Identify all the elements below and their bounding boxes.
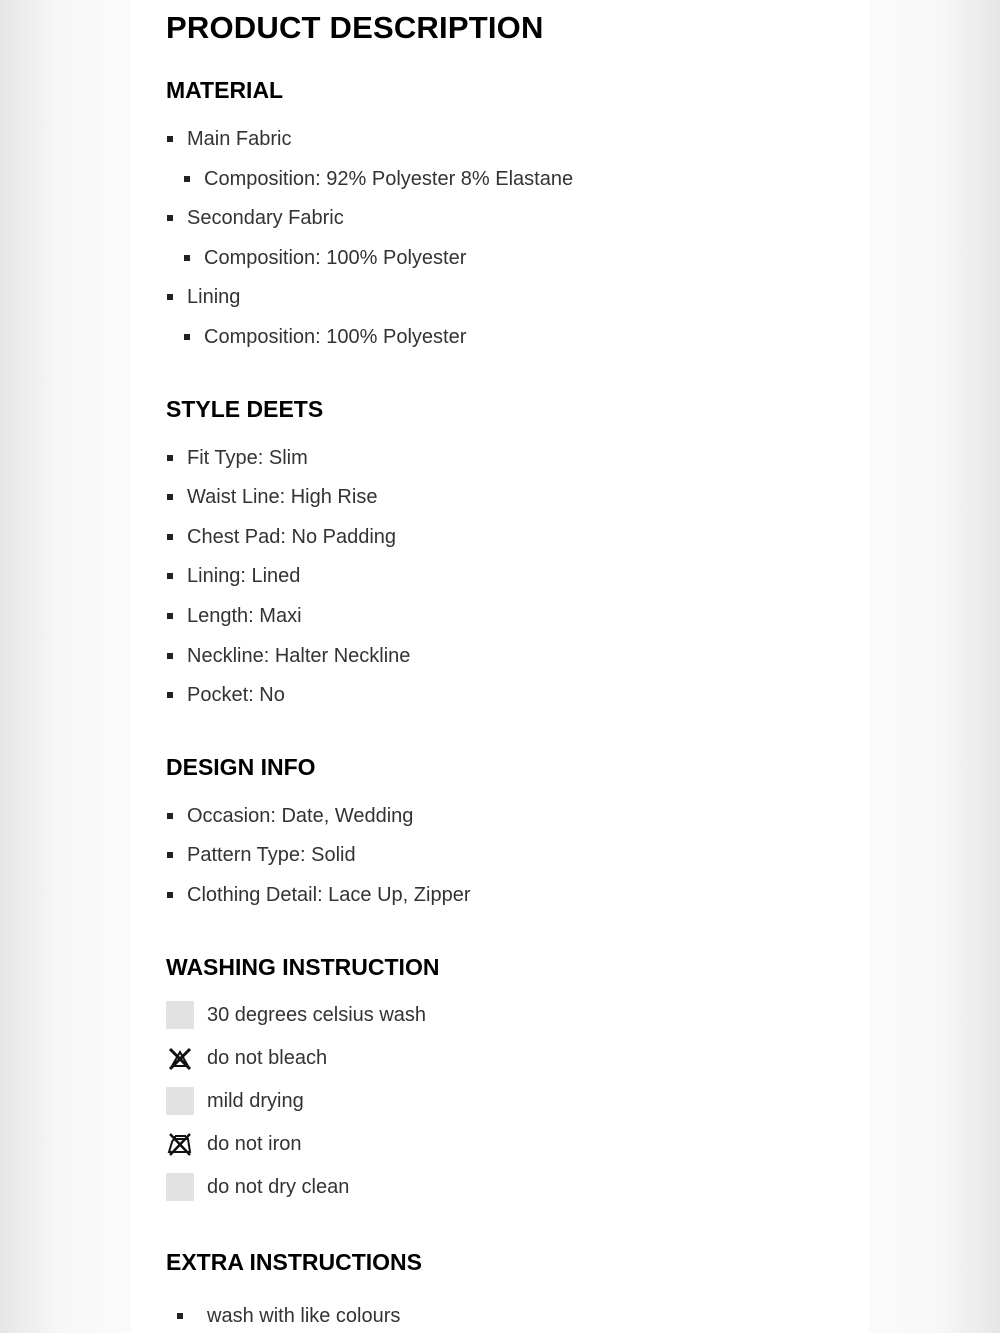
bullet-icon xyxy=(167,136,173,142)
design-heading: DESIGN INFO xyxy=(166,753,316,780)
bullet-icon xyxy=(167,892,173,898)
washing-item-label: do not iron xyxy=(207,1132,302,1155)
bullet-icon xyxy=(184,176,190,182)
washing-item-label: do not dry clean xyxy=(207,1175,350,1198)
bullet-icon xyxy=(184,255,190,261)
bullet-icon xyxy=(167,534,173,540)
style-item xyxy=(166,644,846,684)
style-item xyxy=(166,446,846,486)
material-item-label: Main Fabric xyxy=(187,128,292,150)
bullet-icon xyxy=(167,653,173,659)
material-item-label: Composition: 100% Polyester xyxy=(204,246,467,269)
design-list xyxy=(166,804,846,923)
washing-item-30-degrees xyxy=(166,1001,846,1044)
style-item xyxy=(166,604,846,644)
washing-item-mild-drying xyxy=(166,1087,846,1130)
design-item-label: Pattern Type: Solid xyxy=(187,844,356,867)
style-item-label: Fit Type: Slim xyxy=(187,446,308,469)
style-item xyxy=(166,683,846,723)
style-item-label: Length: Maxi xyxy=(187,604,302,627)
washing-list xyxy=(166,1001,846,1216)
extra-list xyxy=(166,1304,846,1328)
style-item-label: Lining: Lined xyxy=(187,565,301,588)
material-item-label: Lining xyxy=(187,286,241,309)
bullet-icon xyxy=(167,215,173,221)
material-item-label: Composition: 92% Polyester 8% Elastane xyxy=(204,167,574,190)
material-list xyxy=(166,127,846,365)
bullet-icon xyxy=(167,494,173,500)
design-item-label: Occasion: Date, Wedding xyxy=(187,804,414,827)
bullet-icon xyxy=(184,334,190,340)
washing-item-do-not-iron xyxy=(166,1130,846,1173)
bullet-icon xyxy=(167,613,173,619)
bullet-icon xyxy=(177,1313,183,1319)
extra-heading: EXTRA INSTRUCTIONS xyxy=(166,1248,422,1275)
washing-item-label: mild drying xyxy=(207,1089,304,1112)
style-heading: STYLE DEETS xyxy=(166,395,324,422)
material-item-lining xyxy=(166,285,846,325)
material-item-lining-composition xyxy=(166,325,846,365)
style-item-label: Pocket: No xyxy=(187,684,285,707)
washing-item-label: do not bleach xyxy=(207,1046,328,1069)
placeholder-icon xyxy=(166,1173,194,1201)
product-description-content xyxy=(166,10,846,1328)
design-item xyxy=(166,843,846,883)
style-list xyxy=(166,446,846,723)
style-item xyxy=(166,525,846,565)
washing-item-label: 30 degrees celsius wash xyxy=(207,1003,427,1026)
do-not-bleach-icon xyxy=(166,1044,194,1072)
bullet-icon xyxy=(167,692,173,698)
material-item-label: Composition: 100% Polyester xyxy=(204,325,467,348)
washing-item-do-not-dry-clean xyxy=(166,1173,846,1216)
material-item-secondary-fabric xyxy=(166,206,846,246)
style-item-label: Waist Line: High Rise xyxy=(187,486,378,509)
design-item-label: Clothing Detail: Lace Up, Zipper xyxy=(187,883,471,906)
bullet-icon xyxy=(167,573,173,579)
bullet-icon xyxy=(167,852,173,858)
bullet-icon xyxy=(167,294,173,300)
bullet-icon xyxy=(167,455,173,461)
design-item xyxy=(166,804,846,844)
washing-heading: WASHING INSTRUCTION xyxy=(166,953,440,980)
style-item-label: Chest Pad: No Padding xyxy=(187,525,397,548)
style-item xyxy=(166,564,846,604)
extra-item-label: wash with like colours xyxy=(207,1304,401,1327)
material-item-main-composition xyxy=(166,167,846,207)
bullet-icon xyxy=(167,813,173,819)
placeholder-icon xyxy=(166,1001,194,1029)
material-item-main-fabric xyxy=(166,127,846,167)
material-heading: MATERIAL xyxy=(166,77,284,103)
material-item-label: Secondary Fabric xyxy=(187,207,344,230)
page-title: PRODUCT DESCRIPTION xyxy=(166,10,544,45)
style-item-label: Neckline: Halter Neckline xyxy=(187,644,411,667)
design-item xyxy=(166,883,846,923)
material-item-secondary-composition xyxy=(166,246,846,286)
style-item xyxy=(166,485,846,525)
product-description-panel xyxy=(131,0,869,1333)
placeholder-icon xyxy=(166,1087,194,1115)
extra-item xyxy=(166,1304,846,1328)
washing-item-do-not-bleach xyxy=(166,1044,846,1087)
do-not-iron-icon xyxy=(166,1130,194,1158)
